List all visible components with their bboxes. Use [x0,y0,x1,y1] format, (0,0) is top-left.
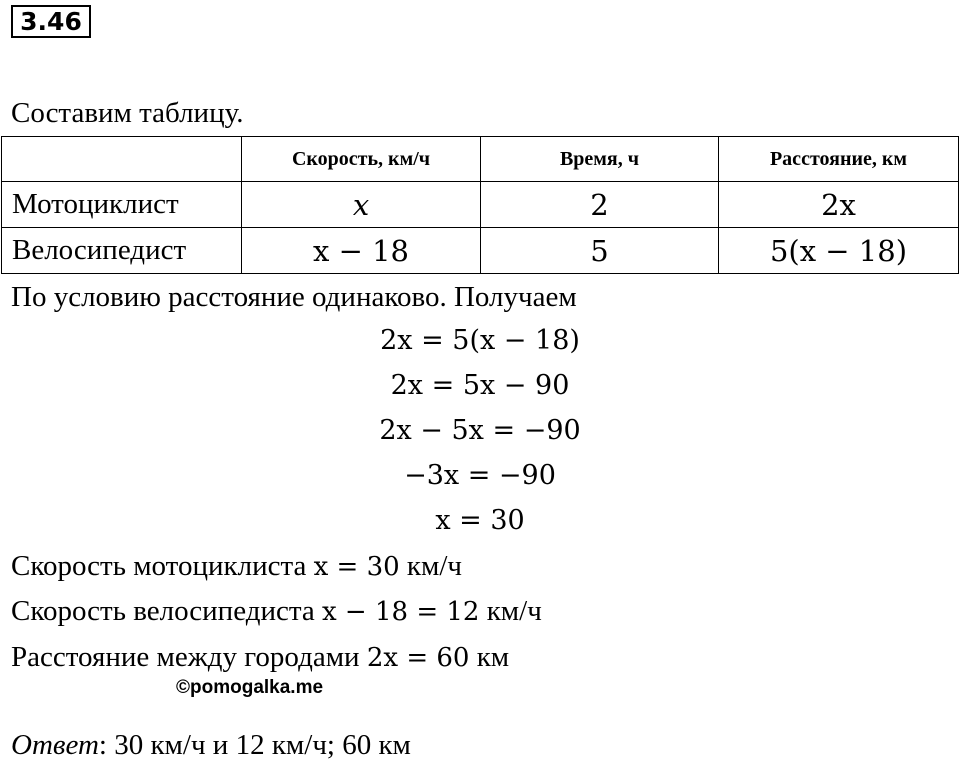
problem-number: 3.46 [11,5,91,38]
equation-line: 2x = 5x − 90 [390,370,570,401]
condition-text: По условию расстояние одинаково. Получаем [11,281,577,313]
result-line [11,594,542,629]
table-cell: 5(x − 18) [719,228,959,274]
table-header-cell [2,137,242,182]
table-cell: 5 [481,228,719,274]
table-header-cell: Время, ч [481,137,719,182]
table-cell: Велосипедист [2,228,242,274]
result-math: 2x = 60 [366,643,470,673]
table-cell: x [242,182,481,228]
result-math: x − 18 = 12 [322,597,480,627]
result-line [11,640,509,675]
answer-label: Ответ [11,729,99,761]
table-row [2,182,959,228]
table-header-cell: Расстояние, км [719,137,959,182]
result-math: x = 30 [313,552,400,582]
watermark: ©pomogalka.me [176,677,324,698]
table-cell: x − 18 [242,228,481,274]
table-cell: 2x [719,182,959,228]
result-unit: км/ч [479,595,542,627]
table-header-cell: Скорость, км/ч [242,137,481,182]
result-unit: км [469,641,510,673]
result-text: Расстояние между городами [11,641,367,673]
result-line [11,549,462,584]
table-cell: Мотоциклист [2,182,242,228]
result-text: Скорость велосипедиста [11,595,322,627]
answer-text: : 30 км/ч и 12 км/ч; 60 км [98,729,411,761]
equation-line: 2x − 5x = −90 [379,415,581,446]
table-cell: 2 [481,182,719,228]
equation-line: 2x = 5(x − 18) [380,325,580,356]
equation-line: −3x = −90 [404,460,556,491]
equation-line: x = 30 [435,505,525,536]
answer-line [11,728,411,762]
table-row [2,228,959,274]
data-table [1,136,959,274]
result-text: Скорость мотоциклиста [11,550,314,582]
table-header-row [2,137,959,182]
result-unit: км/ч [399,550,463,582]
intro-text: Составим таблицу. [11,97,244,129]
